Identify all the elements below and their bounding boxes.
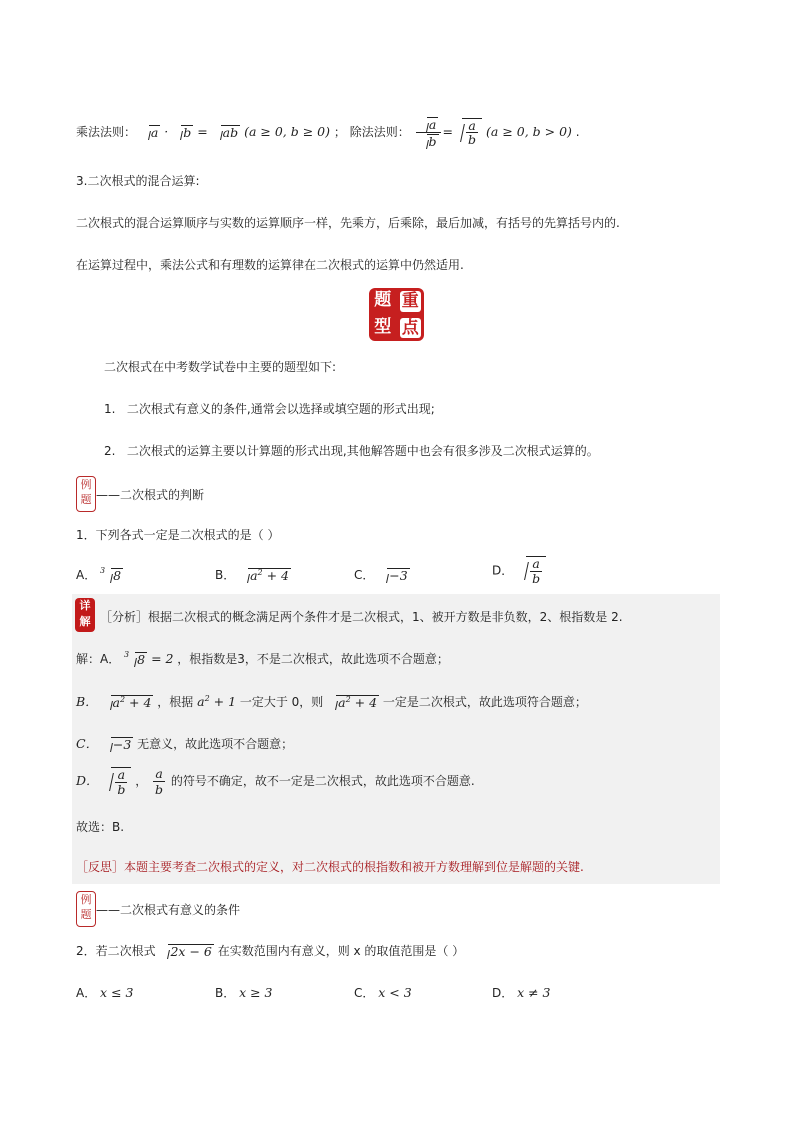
solution-reflection: ［反思］本题主要考查二次根式的定义，对二次根式的根指数和被开方数理解到位是解题的关键.: [76, 860, 584, 874]
div-condition: (a ≥ 0, b > 0): [486, 123, 572, 139]
step-text: ，根指数是3，不是二次根式，故此选项不合题意；: [177, 652, 449, 666]
seal-char: 型: [374, 316, 392, 337]
type-item-1: [104, 400, 435, 417]
example1-question: 1．下列各式一定是二次根式的是（ ）: [76, 528, 280, 542]
example2-heading: ——二次根式有意义的条件: [96, 903, 241, 917]
ex1-option-b[interactable]: B． $a^2 + 4$: [215, 568, 289, 584]
step-text: 无意义，故此选项不合题意；: [137, 737, 294, 751]
step-text: ，: [135, 774, 148, 788]
seal-char: 解: [79, 615, 91, 628]
item-number: 1.: [104, 402, 116, 416]
step-text: 一定大于 0，则: [239, 695, 324, 709]
option-label: A．: [76, 568, 97, 582]
option-label: A．: [76, 986, 97, 1000]
example2-question: 2．若二次根式 2x − 6 在实数范围内有意义，则 x 的取值范围是（ ）: [76, 944, 465, 960]
solution-step-b: B． $a^2 + 4$ ，根据 $a^2 + 1$ 一定大于 0，则 $a^2 + 4$ 一定是二次根式，故此选项符合题意；: [76, 693, 587, 711]
ex2-option-c[interactable]: [354, 984, 412, 1001]
step-label: C．: [76, 736, 99, 751]
solution-answer: 故选：B.: [76, 820, 125, 834]
seal-char: 例: [80, 893, 92, 906]
seal-char: 点: [400, 318, 422, 339]
step-label: B．: [76, 694, 98, 709]
example-seal: [76, 476, 96, 512]
seal-char: 题: [80, 493, 92, 506]
step-text: 一定是二次根式，故此选项符合题意；: [382, 695, 587, 709]
detail-seal: [75, 598, 95, 632]
section3-paragraph-1: 二次根式的混合运算顺序与实数的运算顺序一样，先乘方，后乘除，最后加减，有括号的先算括号内的.: [76, 216, 620, 230]
step-label: 解：A．: [76, 652, 121, 666]
seal-char: 重: [400, 291, 422, 312]
item-text: 二次根式的运算主要以计算题的形式出现,其他解答题中也会有很多涉及二次根式运算的。: [126, 444, 599, 458]
types-intro: 二次根式在中考数学试卷中主要的题型如下:: [104, 360, 337, 374]
option-label: B．: [215, 986, 236, 1000]
option-expr: x ≠ 3: [517, 985, 551, 1000]
mult-rule-label: 乘法法则：: [76, 124, 137, 139]
seal-char: 题: [80, 908, 92, 921]
div-formula: $\frac{a}{b}$ = $\frac{a}{b}$: [414, 124, 487, 139]
seal-char: 例: [80, 478, 92, 491]
section3-paragraph-2: 在运算过程中，乘法公式和有理数的运算律在二次根式的运算中仍然适用.: [76, 258, 464, 272]
ex2-option-b[interactable]: [215, 984, 273, 1001]
div-rule-label: 除法法则：: [349, 124, 410, 139]
question-text: 2．若二次根式: [76, 944, 156, 958]
option-expr: x ≥ 3: [239, 985, 273, 1000]
example1-heading: ——二次根式的判断: [96, 488, 205, 502]
rules-line: [76, 116, 580, 149]
solution-step-c: C． −3 无意义，故此选项不合题意；: [76, 736, 294, 753]
period: .: [575, 124, 580, 139]
mult-condition: (a ≥ 0, b ≥ 0): [244, 123, 331, 139]
step-label: D．: [76, 773, 99, 788]
item-text: 二次根式有意义的条件,通常会以选择或填空题的形式出现;: [126, 402, 435, 416]
option-label: C．: [354, 986, 375, 1000]
ex1-option-c[interactable]: C． −3: [354, 568, 408, 584]
option-label: B．: [215, 568, 236, 582]
option-expr: x ≤ 3: [100, 985, 134, 1000]
option-label: D．: [492, 563, 514, 578]
question-text: 在实数范围内有意义，则 x 的取值范围是（ ）: [217, 944, 465, 958]
ex1-option-a[interactable]: A． $^3$ 8: [76, 566, 122, 584]
separator: ；: [333, 124, 346, 139]
ex2-option-a[interactable]: [76, 984, 133, 1001]
seal-char: 题: [374, 290, 392, 310]
section3-title: 3.二次根式的混合运算:: [76, 174, 200, 188]
option-label: C．: [354, 568, 375, 582]
step-text: ，根据: [157, 695, 194, 709]
solution-analysis: ［分析］根据二次根式的概念满足两个条件才是二次根式，1、被开方数是非负数，2、根指数是 2.: [100, 610, 623, 624]
ex2-option-d[interactable]: [492, 984, 551, 1001]
option-expr: x < 3: [378, 985, 412, 1000]
step-text: 的符号不确定，故不一定是二次根式，故此选项不合题意.: [170, 774, 475, 788]
key-types-seal: [369, 288, 424, 341]
option-label: D．: [492, 986, 514, 1000]
seal-char: 详: [79, 599, 91, 612]
item-number: 2.: [104, 444, 116, 458]
ex1-option-d[interactable]: D． $\frac{a}{b}$: [492, 556, 546, 586]
solution-step-d: D． $\frac{a}{b}$ ， $\frac{a}{b}$ 的符号不确定，故不一定是二次根式，故此选项不合题意.: [76, 766, 475, 797]
mult-formula: a · b = ab: [140, 124, 244, 139]
example-seal-2: [76, 891, 96, 927]
solution-step-a: 解：A． $^3$ 8 = 2 ，根指数是3，不是二次根式，故此选项不合题意；: [76, 650, 449, 668]
type-item-2: [104, 442, 599, 459]
